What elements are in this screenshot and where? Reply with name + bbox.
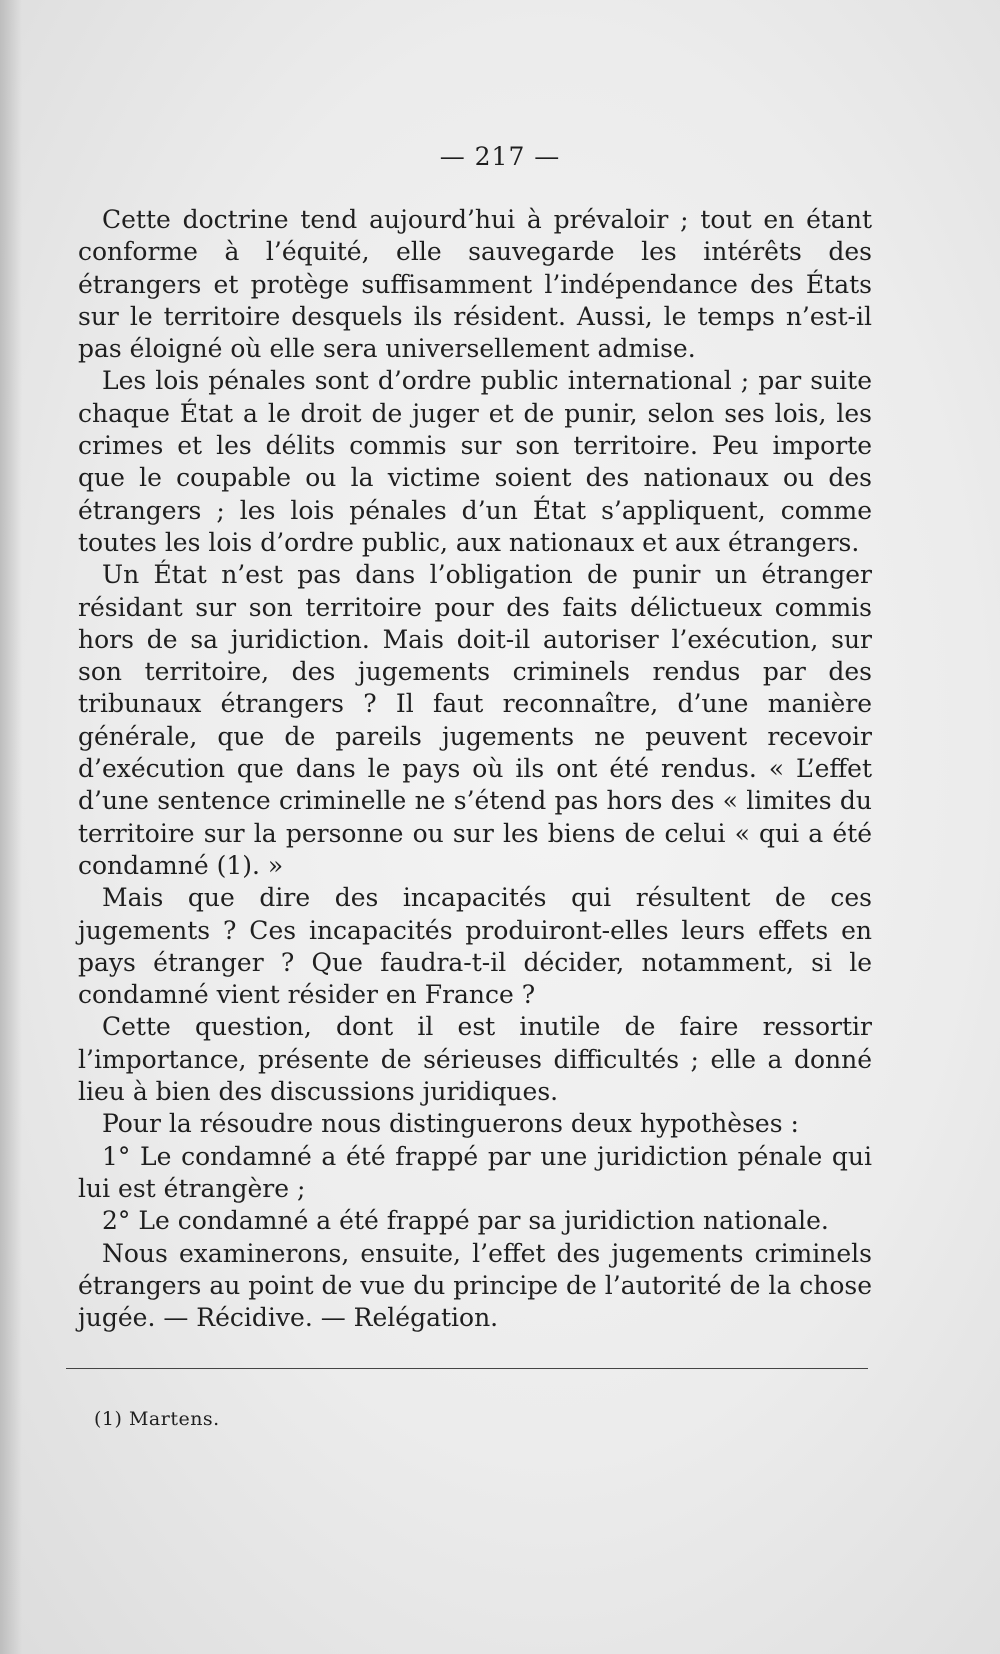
paragraph-6: Pour la résoudre nous distinguerons deux hypothèses : <box>102 1109 799 1139</box>
paragraph-9: Nous examinerons, ensuite, l’effet des jugements criminels étrangers au point de vue du principe de l’autorité de la chose jugée. — Récidive. — Relégation. <box>78 1238 872 1333</box>
footnote-divider <box>66 1368 868 1369</box>
paragraph-5: Cette question, dont il est inutile de faire ressortir l’importance, présente de sérieuses difficultés ; elle a donné lieu à bien des discussions juridiques. <box>78 1012 872 1107</box>
paragraph-8: 2° Le condamné a été frappé par sa juridiction nationale. <box>102 1206 829 1236</box>
body-text <box>78 204 872 1334</box>
footnote: (1) Martens. <box>94 1408 220 1430</box>
paragraph-4: Mais que dire des incapacités qui résultent de ces jugements ? Ces incapacités produiront-elles leurs effets en pays étranger ? Que faudra-t-il décider, notamment, si le condamné vient résider en France ? <box>78 883 872 1010</box>
paragraph-2: Les lois pénales sont d’ordre public international ; par suite chaque État a le droit de juger et de punir, selon ses lois, les crimes et les délits commis sur son territoire. Peu importe que le coupable ou la victime soient des nationaux ou des étrangers ; les lois pénales d’un État s’appliquent, comme toutes les lois d’ordre public, aux nationaux et aux étrangers. <box>78 366 872 557</box>
paragraph-3: Un État n’est pas dans l’obligation de punir un étranger résidant sur son territoire pour des faits délictueux commis hors de sa juridiction. Mais doit-il autoriser l’exécution, sur son territoire, des jugements criminels rendus par des tribunaux étrangers ? Il faut reconnaître, d’une manière générale, que de pareils jugements ne peuvent recevoir d’exécution que dans le pays où ils ont été rendus. « L’effet d’une sentence criminelle ne s’étend pas hors des « limites du territoire sur la personne ou sur les biens de celui « qui a été condamné (1). » <box>78 560 872 880</box>
page-number: — 217 — <box>439 142 561 171</box>
paragraph-7: 1° Le condamné a été frappé par une juridiction pénale qui lui est étrangère ; <box>78 1141 872 1203</box>
paragraph-1: Cette doctrine tend aujourd’hui à prévaloir ; tout en étant conforme à l’équité, elle sauvegarde les intérêts des étrangers et protège suffisamment l’indépendance des États sur le territoire desquels ils résident. Aussi, le temps n’est-il pas éloigné où elle sera universellement admise. <box>78 205 872 364</box>
